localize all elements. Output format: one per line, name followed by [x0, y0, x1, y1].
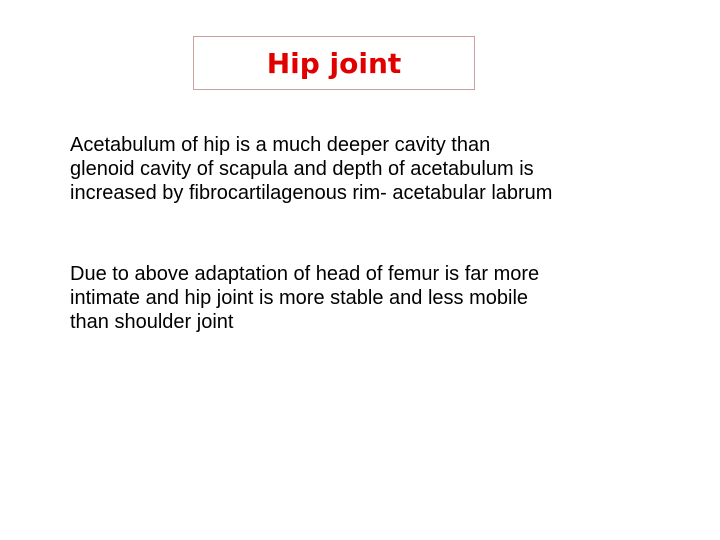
- body-paragraph-acetabulum: Acetabulum of hip is a much deeper cavity than glenoid cavity of scapula and depth of acetabulum is increased by fibrocartilagenous rim- acetabular labrum: [70, 134, 553, 204]
- slide-title: Hip joint: [266, 46, 402, 80]
- title-box: [193, 36, 475, 90]
- body-paragraph-adaptation: Due to above adaptation of head of femur is far more intimate and hip joint is more stable and less mobile than shoulder joint: [70, 263, 540, 333]
